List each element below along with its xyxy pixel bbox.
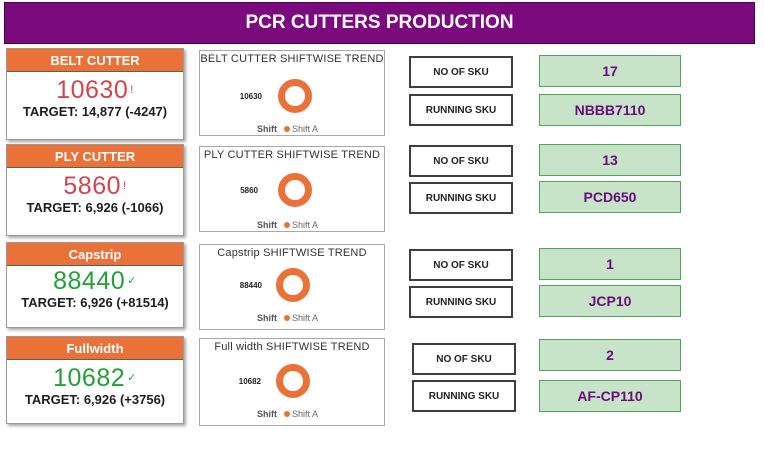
trend-chart[interactable] <box>199 338 385 426</box>
data-label: 5860 <box>240 186 258 195</box>
kpi-card[interactable] <box>6 242 184 328</box>
chart-title: Full width SHIFTWISE TREND <box>214 341 370 353</box>
kpi-target: TARGET: 6,926 (+3756) <box>24 392 166 407</box>
running-sku-value: JCP10 <box>539 285 681 317</box>
donut-slice-shift-a <box>282 83 309 110</box>
data-label: 10630 <box>239 92 262 101</box>
sku-count-value: 2 <box>539 339 681 371</box>
alert-icon: ! <box>123 180 127 192</box>
kpi-target: TARGET: 6,926 (-1066) <box>26 200 164 215</box>
kpi-value: 88440 ✓ <box>53 267 137 295</box>
running-sku-value: NBBB7110 <box>539 94 681 126</box>
chart-title: Capstrip SHIFTWISE TREND <box>217 247 367 259</box>
running-sku-label: RUNNING SKU <box>409 182 513 214</box>
kpi-title: BELT CUTTER <box>7 49 183 72</box>
sku-count-value: 1 <box>539 248 681 280</box>
legend-marker <box>284 411 290 417</box>
no-of-sku-label: NO OF SKU <box>412 343 516 375</box>
trend-chart[interactable] <box>199 244 385 330</box>
sku-count-value: 13 <box>539 144 681 176</box>
donut-chart <box>200 161 386 231</box>
running-sku-label: RUNNING SKU <box>409 286 513 318</box>
chart-title: PLY CUTTER SHIFTWISE TREND <box>203 149 381 161</box>
legend-marker <box>284 222 290 228</box>
kpi-title: Fullwidth <box>7 337 183 360</box>
running-sku-value: AF-CP110 <box>539 380 681 412</box>
donut-slice-shift-a <box>280 272 307 299</box>
check-icon: ✓ <box>127 372 137 384</box>
donut-chart <box>200 259 386 329</box>
running-sku-value: PCD650 <box>539 181 681 213</box>
kpi-title: Capstrip <box>7 243 183 266</box>
data-label: 10682 <box>238 377 261 386</box>
section-capstrip <box>0 242 764 338</box>
legend-entry: Shift A <box>292 220 319 230</box>
alert-icon: ! <box>130 84 134 96</box>
chart-title: BELT CUTTER SHIFTWISE TREND <box>200 53 384 65</box>
page-title: PCR CUTTERS PRODUCTION <box>4 2 755 44</box>
legend-marker <box>284 126 290 132</box>
sku-count-value: 17 <box>539 55 681 87</box>
legend-title: Shift <box>257 220 277 230</box>
kpi-card[interactable] <box>6 48 184 140</box>
no-of-sku-label: NO OF SKU <box>409 249 513 281</box>
kpi-target: TARGET: 14,877 (-4247) <box>22 104 168 119</box>
kpi-value: 10630 ! <box>56 76 134 104</box>
kpi-card[interactable] <box>6 144 184 236</box>
trend-chart[interactable] <box>199 146 385 232</box>
kpi-value: 10682 ✓ <box>53 364 137 392</box>
trend-chart[interactable] <box>199 50 385 136</box>
legend-title: Shift <box>257 124 277 134</box>
legend-entry: Shift A <box>292 313 319 323</box>
no-of-sku-label: NO OF SKU <box>409 145 513 177</box>
legend-entry: Shift A <box>292 124 319 134</box>
legend-title: Shift <box>257 409 277 419</box>
section-fullwidth <box>0 336 764 432</box>
running-sku-label: RUNNING SKU <box>409 94 513 126</box>
kpi-value: 5860 ! <box>63 172 127 200</box>
legend-marker <box>284 315 290 321</box>
data-label: 88440 <box>239 281 262 290</box>
kpi-card[interactable] <box>6 336 184 424</box>
section-belt-cutter <box>0 48 764 144</box>
section-ply-cutter <box>0 144 764 240</box>
legend-title: Shift <box>257 313 277 323</box>
running-sku-label: RUNNING SKU <box>412 380 516 412</box>
donut-slice-shift-a <box>282 177 309 204</box>
no-of-sku-label: NO OF SKU <box>409 56 513 88</box>
donut-chart <box>200 65 386 135</box>
check-icon: ✓ <box>127 275 137 287</box>
kpi-target: TARGET: 6,926 (+81514) <box>21 295 169 310</box>
legend-entry: Shift A <box>292 409 319 419</box>
donut-slice-shift-a <box>280 368 307 395</box>
donut-chart <box>200 353 386 425</box>
kpi-title: PLY CUTTER <box>7 145 183 168</box>
